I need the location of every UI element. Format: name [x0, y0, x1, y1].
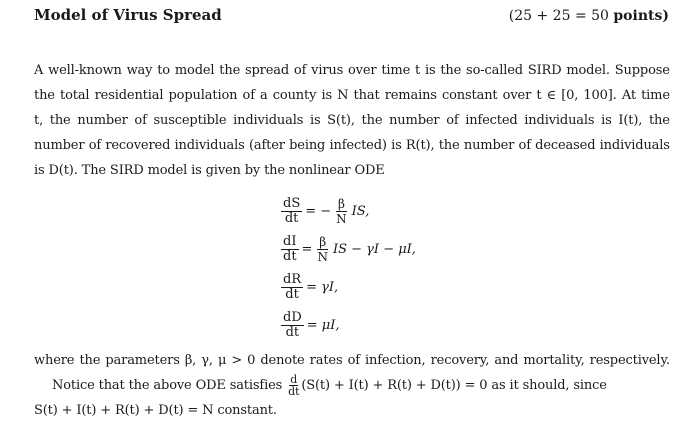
derivative-fraction: $\frac{dS}{dt}$	[283, 195, 301, 226]
intro-line: the total residential population of a county is N that remains constant over t ∈ [0, 100]. At time	[34, 88, 670, 103]
sird-equations	[278, 192, 416, 344]
intro-line: A well-known way to model the spread of virus over time t is the so-called SIRD model. Suppose	[34, 63, 670, 78]
points-label: (25 + 25 = 50 points)	[508, 8, 669, 24]
equation-dr: $\frac{dR}{dt}$ = γI,	[283, 271, 339, 302]
derivative-fraction: $\frac{dR}{dt}$	[283, 271, 302, 302]
coefficient-fraction: $\frac{\beta}{N}$	[317, 234, 328, 264]
equation-dd: $\frac{dD}{dt}$ = μI,	[283, 309, 340, 340]
closing-paragraph	[34, 348, 670, 423]
intro-line: is D(t). The SIRD model is given by the nonlinear ODE	[34, 163, 385, 178]
derivative-fraction: $\frac{dI}{dt}$	[283, 233, 297, 264]
intro-paragraph	[34, 58, 670, 183]
intro-line: number of recovered individuals (after being infected) is R(t), the number of deceased individuals	[34, 138, 670, 153]
problem-header	[34, 6, 669, 28]
intro-line: t, the number of susceptible individuals is S(t), the number of infected individuals is I(t), the	[34, 113, 670, 128]
coefficient-fraction: $\frac{\beta}{N}$	[336, 196, 347, 226]
derivative-fraction: $\frac{dD}{dt}$	[283, 309, 302, 340]
total-derivative-fraction: $\frac{d}{dt}$	[288, 373, 300, 398]
equation-ds: $\frac{dS}{dt}$ = − $\frac{\beta}{N}$ IS,	[283, 195, 370, 226]
closing-line: where the parameters β, γ, μ > 0 denote rates of infection, recovery, and mortality, respectively.	[34, 353, 670, 368]
problem-title: Model of Virus Spread	[34, 6, 222, 24]
closing-line: Notice that the above ODE satisfies $\frac{d}{dt}$ (S(t) + I(t) + R(t) + D(t)) = 0 as it should, since	[52, 373, 607, 398]
closing-line: S(t) + I(t) + R(t) + D(t) = N constant.	[34, 403, 277, 418]
equation-di: $\frac{dI}{dt}$ = $\frac{\beta}{N}$ IS − γI − μI,	[283, 233, 416, 264]
